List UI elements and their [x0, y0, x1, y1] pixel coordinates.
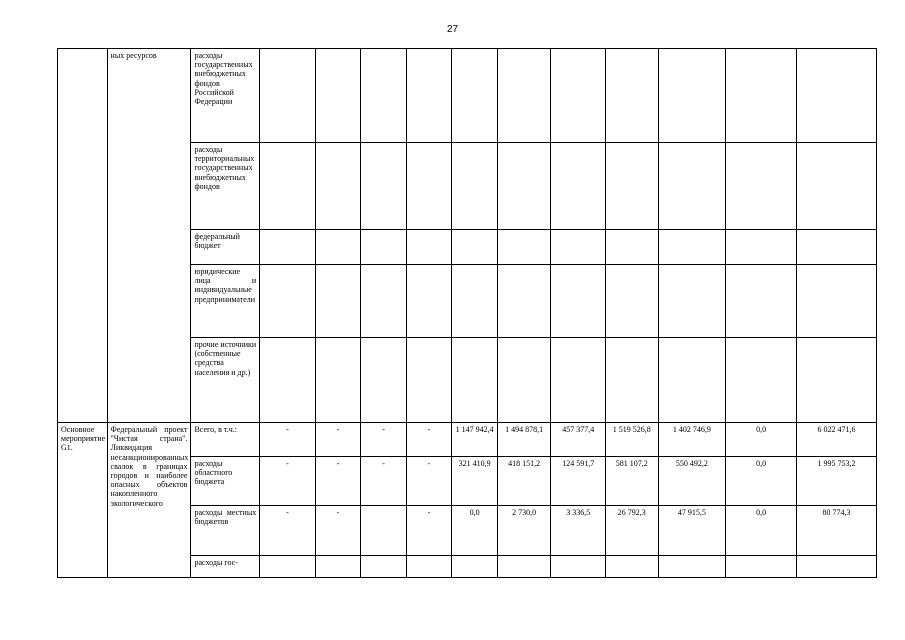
- value-cell: 47 915,5: [658, 506, 726, 556]
- value-cell: 0,0: [452, 506, 498, 556]
- page-number: 27: [446, 24, 459, 35]
- value-cell: 80 774,3: [797, 506, 877, 556]
- value-cell: 457 377,4: [551, 423, 606, 457]
- source-cell: расходы территориальных государственных внебюджетных фондов: [191, 143, 260, 230]
- project-name-cell: Федеральный проект "Чистая страна". Ликвидация несанкционированных свалок в границах городов и наиболее опасных объектов накопленного экологического: [107, 423, 191, 578]
- value-cell: -: [406, 506, 452, 556]
- value-cell: -: [260, 423, 316, 457]
- value-cell: -: [406, 423, 452, 457]
- event-cell: [58, 49, 108, 423]
- value-cell: 6 022 471,6: [797, 423, 877, 457]
- value-cell: 0,0: [726, 423, 797, 457]
- value-cell: 3 336,5: [551, 506, 606, 556]
- value-cell: -: [260, 457, 316, 506]
- source-cell: расходы областного бюджета: [191, 457, 260, 506]
- value-cell: 418 151,2: [497, 457, 551, 506]
- source-cell: Всего, в т.ч.:: [191, 423, 260, 457]
- project-name-cell: ных ресурсов: [107, 49, 191, 423]
- value-cell: 581 107,2: [605, 457, 658, 506]
- value-cell: 1 995 753,2: [797, 457, 877, 506]
- table-row: [58, 423, 877, 457]
- value-cell: 124 591,7: [551, 457, 606, 506]
- value-cell: 1 519 526,8: [605, 423, 658, 457]
- value-cell: 1 494 878,1: [497, 423, 551, 457]
- budget-table: [57, 48, 877, 578]
- value-cell: -: [406, 457, 452, 506]
- source-cell: юридические лица и индивидуальные предприниматели: [191, 265, 260, 338]
- source-cell: расходы гос-: [191, 556, 260, 578]
- value-cell: -: [260, 506, 316, 556]
- table-row: [58, 49, 877, 143]
- source-cell: расходы государственных внебюджетных фондов Российской Федерации: [191, 49, 260, 143]
- value-cell: -: [361, 457, 407, 506]
- value-cell: 0,0: [726, 506, 797, 556]
- value-cell: 0,0: [726, 457, 797, 506]
- value-cell: 1 147 942,4: [452, 423, 498, 457]
- value-cell: [361, 506, 407, 556]
- source-cell: расходы местных бюджетов: [191, 506, 260, 556]
- value-cell: -: [361, 423, 407, 457]
- event-cell: Основное мероприятие G1.: [58, 423, 108, 578]
- value-cell: 550 492,2: [658, 457, 726, 506]
- value-cell: 321 410,9: [452, 457, 498, 506]
- source-cell: прочие источники (собственные средства населения и др.): [191, 338, 260, 423]
- value-cell: -: [315, 457, 361, 506]
- value-cell: 26 792,3: [605, 506, 658, 556]
- value-cell: 2 730,0: [497, 506, 551, 556]
- value-cell: -: [315, 506, 361, 556]
- source-cell: федеральный бюджет: [191, 230, 260, 265]
- value-cell: 1 402 746,9: [658, 423, 726, 457]
- value-cell: -: [315, 423, 361, 457]
